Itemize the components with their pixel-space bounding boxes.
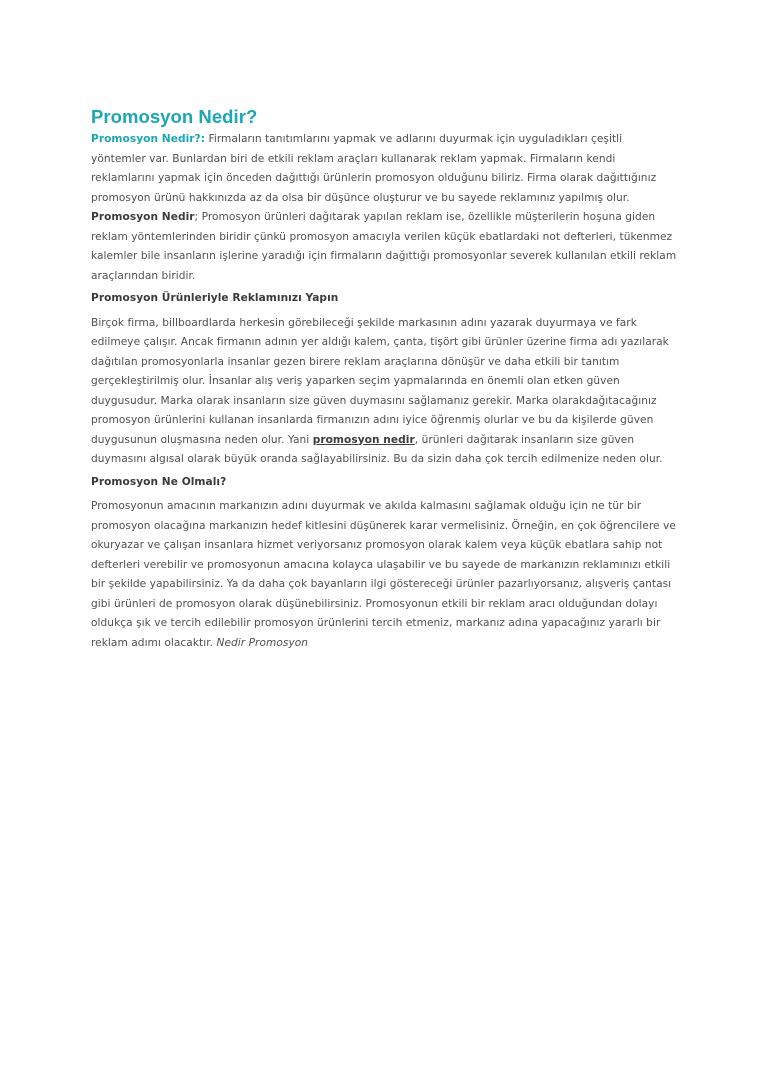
section2-paragraph: [91, 497, 679, 653]
document-page: [91, 106, 679, 653]
intro-text-1: Firmaların tanıtımlarını yapmak ve adlarını duyurmak için uyguladıkları çeşitli yöntemler var. Bunlardan biri de etkili reklam araçları kullanarak reklam yapmak. Firmaların kendi reklamlarını yapmak için önceden dağıttığı ürünlerin promosyon olduğunu biliriz. Firma olarak dağıttığınız promosyon ürünü hakkınızda az da olsa bir düşünce oluşturur ve bu sayede reklamınız yapılmış olur.: [91, 133, 657, 204]
section1-paragraph: [91, 314, 679, 470]
section2-text-1: Promosyonun amacının markanızın adını duyurmak ve akılda kalmasını sağlamak olduğu için ne tür bir promosyon olacağına markanızın hedef kitlesini düşünerek karar vermelisiniz. Örneğin, en çok öğrencilere ve okuryazar ve çalışan insanlara hizmet veriyorsanız promosyon olarak kalem veya küçük ebatlara sahip not defterleri verebilir ve promosyonun amacına kolayca ulaşabilir ve bu sayede de markanızın reklamınızı etkili bir şekilde yapabilirsiniz. Ya da daha çok bayanların ilgi göstereceği ürünler pazarlıyorsanız, alışveriş çantası gibi ürünleri de promosyon olarak düşünebilirsiniz. Promosyonun etkili bir reklam aracı olduğundan dolayı oldukça şık ve tercih edilebilir promosyon ürünlerini tercih etmeniz, markanız adına yapacağınız yararlı bir reklam adımı olacaktır.: [91, 500, 676, 649]
section2-heading: Promosyon Ne Olmalı?: [91, 475, 227, 488]
intro-paragraph: [91, 130, 679, 286]
section1-heading: Promosyon Ürünleriyle Reklamınızı Yapın: [91, 292, 339, 304]
intro-text-2: ; Promosyon ürünleri dağıtarak yapılan reklam ise, özellikle müşterilerin hoşuna giden reklam yöntemlerinden biridir çünkü promosyon amacıyla verilen küçük ebatlardaki not defterleri, tükenmez kalemler bile insanların işlerine yaradığı için firmaların dağıttığı promosyonlar severek kullanılan etkili reklam araçlarından biridir.: [91, 211, 677, 282]
page-title: Promosyon Nedir?: [91, 106, 258, 127]
promosyon-nedir-link[interactable]: promosyon nedir: [312, 433, 415, 446]
intro-lead: Promosyon Nedir?:: [91, 133, 206, 145]
signature-text: Nedir Promosyon: [216, 636, 309, 649]
section1-text-2: , ürünleri dağıtarak insanların size güven duymasını algısal olarak büyük oranda sağlayabilirsiniz. Bu da sizin daha çok tercih edilmenize neden olur.: [91, 433, 663, 465]
intro-strong-term: Promosyon Nedir: [91, 211, 195, 223]
section1-text-1: Birçok firma, billboardlarda herkesin görebileceği şekilde markasının adını yazarak duyurmaya ve fark edilmeye çalışır. Ancak firmanın adının yer aldığı kalem, çanta, tişört gibi ürünler üzerine firma adı yazılarak dağıtılan promosyonlarla insanlar gezen birere reklam araçlarına dönüşür ve daha etkili bir tanıtım gerçekleştirilmiş olur. İnsanlar alış veriş yaparken seçim yapmalarında en önemli olan etken güven duygusudur. Marka olarak insanların size güven duymasını sağlamanız gerekir. Marka olarakdağıtacağınız promosyon ürünlerini kullanan insanlarda firmanızın adını iyice öğrenmiş olurlar ve bu da kişilerde güven duygusunun oluşmasına neden olur. Yani: [91, 316, 669, 446]
